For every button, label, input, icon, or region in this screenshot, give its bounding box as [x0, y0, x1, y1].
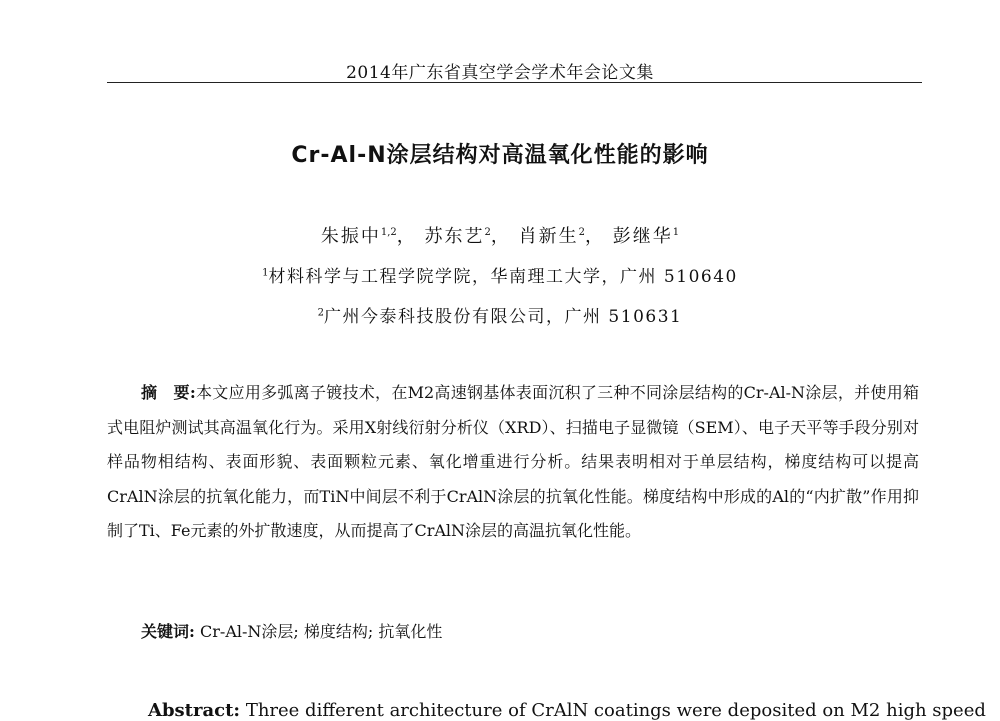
abstract-label: 摘 要: [141, 383, 196, 402]
author-separator: ， [396, 226, 417, 247]
abstract-text: 本文应用多弧离子镀技术，在M2高速钢基体表面沉积了三种不同涂层结构的Cr-Al-N涂层，并使用箱式电阻炉测试其高温氧化行为。采用X射线衍射分析仪（XRD）、扫描电子显微镜（SEM）、电子天平等手段分别对样品物相结构、表面形貌、表面颗粒元素、氧化增重进行分析。结果表明相对于单层结构，梯度结构可以提高CrAlN涂层的抗氧化能力，而TiN中间层不利于CrAlN涂层的抗氧化性能。梯度结构中形成的Al的“内扩散”作用抑制了Ti、Fe元素的外扩散速度，从而提高了CrAlN涂层的高温抗氧化性能。 [107, 383, 919, 540]
abstract-chinese [107, 376, 919, 549]
author-separator: ， [490, 226, 511, 247]
keywords-text: Cr-Al-N涂层; 梯度结构; 抗氧化性 [200, 622, 443, 641]
running-header: 2014年广东省真空学会学术年会论文集 [346, 63, 654, 83]
keywords [141, 619, 442, 642]
author-affiliation-mark: 2 [484, 227, 491, 238]
author-affiliation-mark: 1,2 [380, 227, 397, 238]
abstract-en-label: Abstract: [148, 700, 241, 721]
author-name: 朱振中 [320, 226, 381, 247]
paper-title: Cr-Al-N涂层结构对高温氧化性能的影响 [291, 143, 709, 168]
abstract-english [148, 700, 986, 721]
header-rule [107, 82, 922, 83]
author-separator: ， [585, 226, 605, 247]
affiliation-mark: 2 [317, 307, 325, 319]
affiliation-text: 材料科学与工程学院学院，华南理工大学，广州 510640 [268, 267, 738, 287]
affiliation [0, 262, 1000, 287]
author-affiliation-mark: 1 [672, 227, 680, 238]
affiliation [0, 302, 1000, 327]
author-name: 肖新生 [518, 226, 579, 247]
author-name: 彭继华 [612, 226, 673, 247]
author-list [0, 222, 1000, 248]
keywords-label: 关键词: [141, 622, 195, 641]
author-affiliation-mark: 2 [578, 227, 585, 238]
abstract-en-text: Three different architecture of CrAlN coatings were deposited on M2 high speed [245, 700, 986, 721]
affiliation-mark: 1 [262, 267, 269, 279]
affiliation-text: 广州今泰科技股份有限公司，广州 510631 [324, 307, 683, 327]
author-name: 苏东艺 [424, 226, 485, 247]
